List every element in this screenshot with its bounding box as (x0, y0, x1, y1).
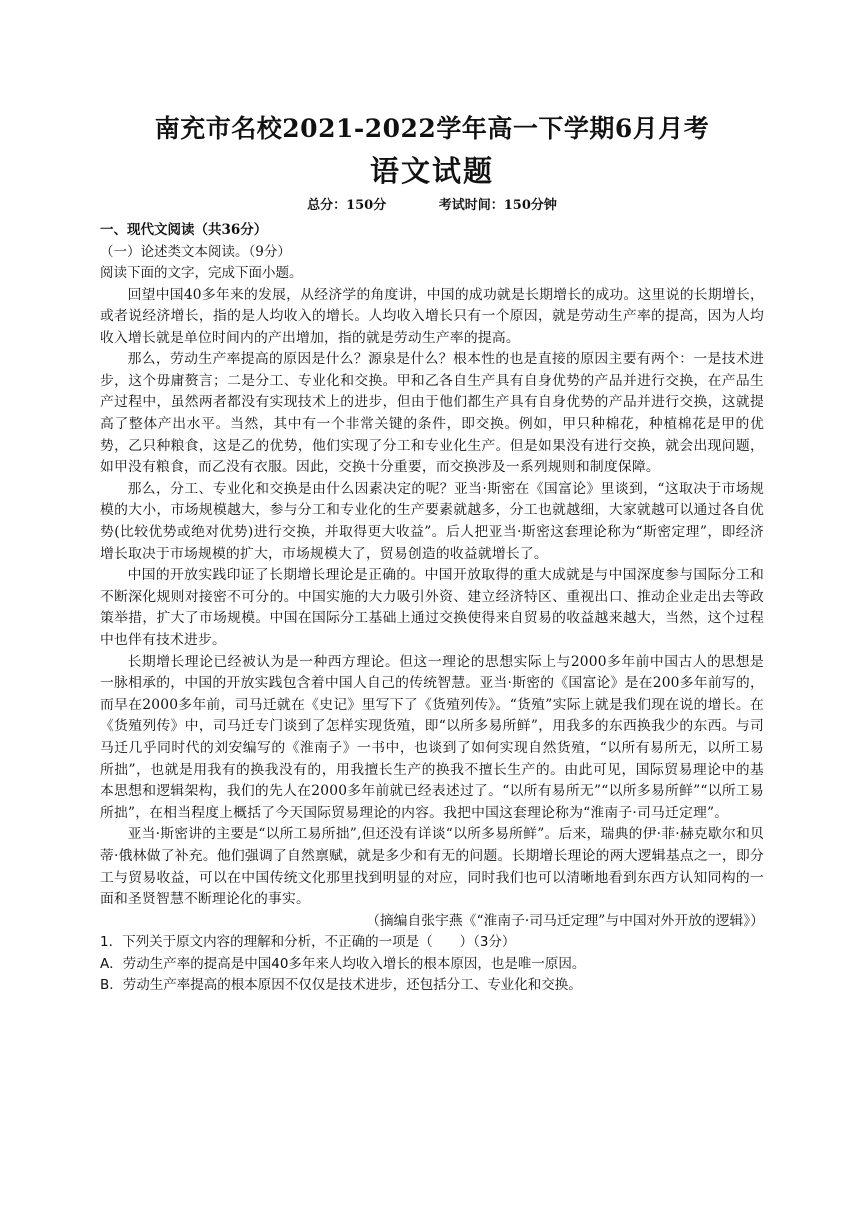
instruction: 阅读下面的文字，完成下面小题。 (100, 265, 303, 281)
exam-meta (100, 196, 764, 216)
exam-title: 南充市名校2021-2022学年高一下学期6月月考 (154, 114, 710, 143)
total-score: 总分：150分 (307, 198, 387, 213)
section-heading: 一、现代文阅读（共36分） (100, 222, 268, 238)
paragraph: 长期增长理论已经被认为是一种西方理论。但这一理论的思想实际上与2000多年前中国古人的思想是一脉相承的，中国的开放实践包含着中国人自己的传统智慧。亚当·斯密的《国富论》是在200多年前写的，而早在2000多年前，司马迁就在《史记》里写下了《货殖列传》。“货殖”实际上就是我们现在说的增长。在《货殖列传》中，司马迁专门谈到了怎样实现货殖，即“以所多易所鲜”，用我多的东西换我少的东西。与司马迁几乎同时代的刘安编写的《淮南子》一书中，也谈到了如何实现自然货殖，“以所有易所无，以所工易所拙”，也就是用我有的换我没有的，用我擅长生产的换我不擅长生产的。由此可见，国际贸易理论中的基本思想和逻辑架构，我们的先人在2000多年前就已经表述过了。“以所有易所无”“以所多易所鲜”“以所工易所拙”，在相当程度上概括了今天国际贸易理论的内容。我把中国这套理论称为“淮南子·司马迁定理”。 (100, 653, 764, 821)
paragraph: 那么，劳动生产率提高的原因是什么？源泉是什么？根本性的也是直接的原因主要有两个：一是技术进步，这个毋庸赘言；二是分工、专业化和交换。甲和乙各自生产具有自身优势的产品并进行交换，在产品生产过程中，虽然两者都没有实现技术上的进步，但由于他们都生产具有自身优势的产品并进行交换，这就提高了整体产出水平。当然，其中有一个非常关键的条件，即交换。例如，甲只种棉花，种植棉花是甲的优势，乙只种粮食，这是乙的优势，他们实现了分工和专业化生产。但是如果没有进行交换，就会出现问题，如甲没有粮食，而乙没有衣服。因此，交换十分重要，而交换涉及一系列规则和制度保障。 (100, 351, 764, 476)
option-a: A．劳动生产率的提高是中国40多年来人均收入增长的根本原因，也是唯一原因。 (100, 955, 586, 972)
paragraph: 中国的开放实践印证了长期增长理论是正确的。中国开放取得的重大成就是与中国深度参与国际分工和不断深化规则对接密不可分的。中国实施的大力吸引外资、建立经济特区、重视出口、推动企业走出去等政策举措，扩大了市场规模。中国在国际分工基础上通过交换使得来自贸易的收益越来越大，当然，这个过程中也伴有技术进步。 (100, 567, 764, 648)
source-citation: （摘编自张宇燕《“淮南子·司马迁定理”与中国对外开放的逻辑》） (366, 912, 764, 929)
question-stem: 1．下列关于原文内容的理解和分析，不正确的一项是（ ）（3分） (100, 934, 516, 951)
exam-subtitle: 语文试题 (369, 154, 494, 188)
sub-heading: （一）论述类文本阅读。（9分） (100, 243, 291, 260)
exam-time: 考试时间：150分钟 (438, 198, 557, 213)
option-b: B．劳动生产率提高的根本原因不仅仅是技术进步，还包括分工、专业化和交换。 (100, 977, 582, 994)
paragraph: 那么，分工、专业化和交换是由什么因素决定的呢？亚当·斯密在《国富论》里谈到，“这取决于市场规模的大小，市场规模越大，参与分工和专业化的生产要素就越多，分工也就越细，大家就越可以通过各自优势(比较优势或绝对优势)进行交换，并取得更大收益”。后人把亚当·斯密这套理论称为“斯密定理”，即经济增长取决于市场规模的扩大，市场规模大了，贸易创造的收益就增长了。 (100, 480, 764, 562)
paragraph: 亚当·斯密讲的主要是“以所工易所拙”,但还没有详谈“以所多易所鲜”。后来，瑞典的伊·菲·赫克歇尔和贝蒂·俄林做了补充。他们强调了自然禀赋，就是多少和有无的问题。长期增长理论的两大逻辑基点之一，即分工与贸易收益，可以在中国传统文化那里找到明显的对应，同时我们也可以清晰地看到东西方认知同构的一面和圣贤智慧不断理论化的事实。 (100, 826, 764, 908)
paragraph: 回望中国40多年来的发展，从经济学的角度讲，中国的成功就是长期增长的成功。这里说的长期增长，或者说经济增长，指的是人均收入的增长。人均收入增长只有一个原因，就是劳动生产率的提高，因为人均收入增长就是单位时间内的产出增加，指的就是劳动生产率的提高。 (100, 286, 764, 346)
